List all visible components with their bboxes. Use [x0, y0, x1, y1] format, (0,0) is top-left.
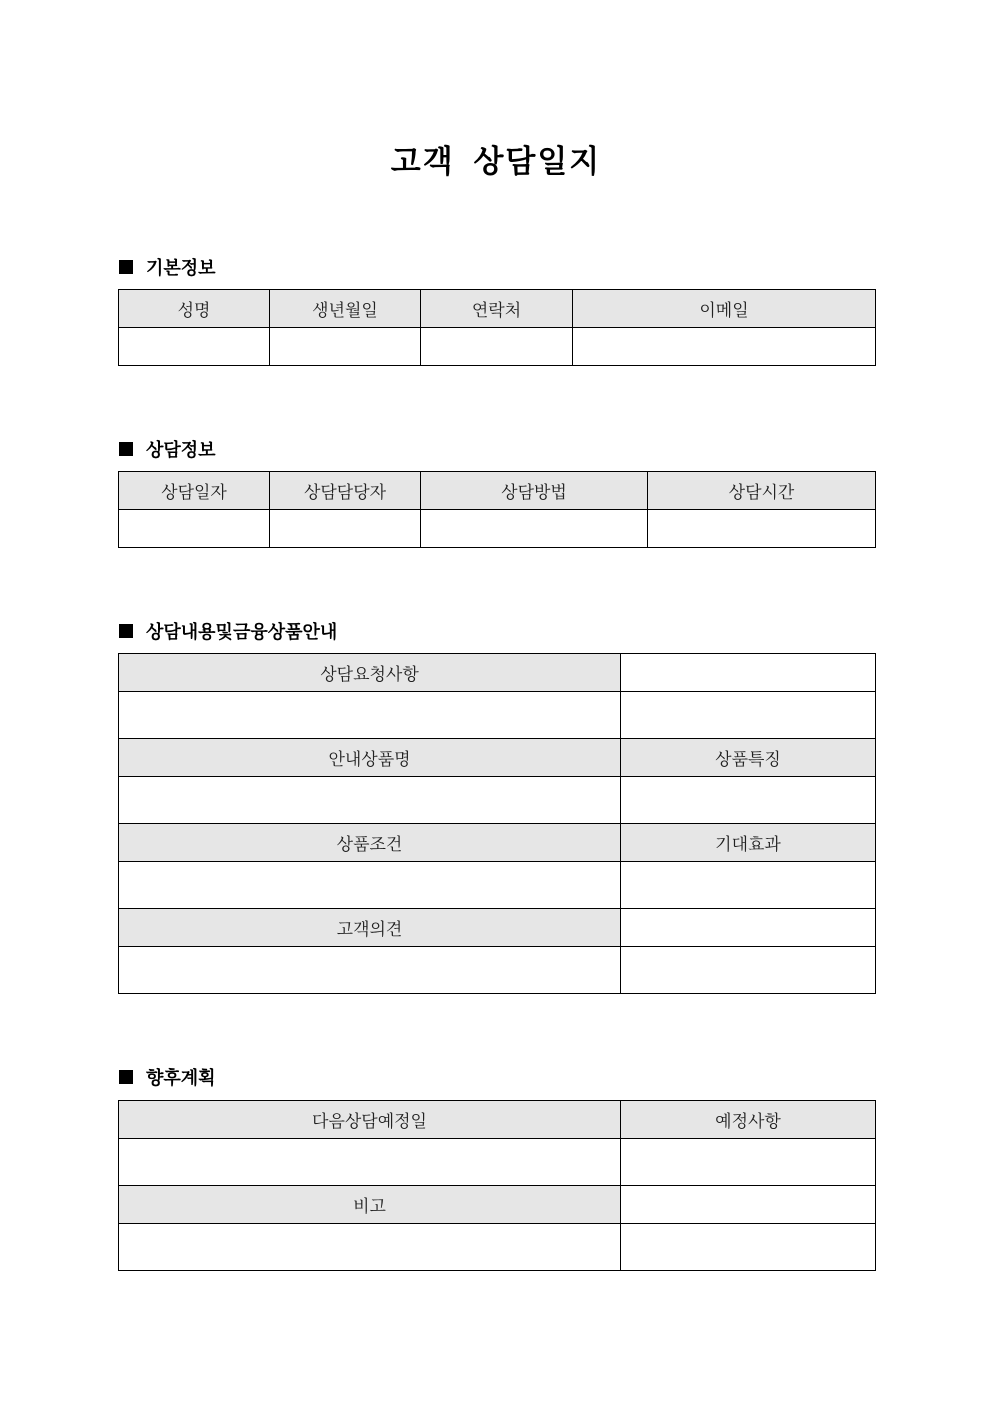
section-title: 상담내용및금융상품안내 [146, 622, 338, 643]
product-features-field[interactable] [621, 777, 876, 824]
table-row [119, 862, 876, 909]
header-product-name: 안내상품명 [119, 739, 621, 777]
header-birthdate: 생년월일 [270, 290, 421, 328]
square-bullet-icon [119, 624, 133, 638]
consultant-field[interactable] [270, 510, 421, 548]
basic-info-table [118, 289, 876, 366]
table-header-row [119, 472, 876, 510]
section-title: 상담정보 [146, 440, 216, 461]
section-heading-consult [119, 436, 216, 462]
table-row [119, 947, 876, 994]
square-bullet-icon [119, 1070, 133, 1084]
name-field[interactable] [119, 328, 270, 366]
table-row [119, 510, 876, 548]
table-row [119, 328, 876, 366]
consult-info-table [118, 471, 876, 548]
section-title: 향후계획 [146, 1068, 216, 1089]
header-consult-method: 상담방법 [421, 472, 648, 510]
remarks-side-field[interactable] [621, 1186, 876, 1224]
header-remarks: 비고 [119, 1186, 621, 1224]
next-consult-date-field[interactable] [119, 1139, 621, 1186]
request-side-field[interactable] [621, 654, 876, 692]
square-bullet-icon [119, 260, 133, 274]
request-extra-field[interactable] [621, 692, 876, 739]
header-contact: 연락처 [421, 290, 573, 328]
section-heading-plan [119, 1064, 216, 1090]
remarks-extra-field[interactable] [621, 1224, 876, 1271]
plan-table [118, 1100, 876, 1271]
header-planned-items: 예정사항 [621, 1101, 876, 1139]
header-product-terms: 상품조건 [119, 824, 621, 862]
table-header-row [119, 909, 876, 947]
table-header-row [119, 1101, 876, 1139]
request-field[interactable] [119, 692, 621, 739]
planned-items-field[interactable] [621, 1139, 876, 1186]
table-header-row [119, 654, 876, 692]
email-field[interactable] [573, 328, 876, 366]
header-next-consult-date: 다음상담예정일 [119, 1101, 621, 1139]
header-product-features: 상품특징 [621, 739, 876, 777]
consult-method-field[interactable] [421, 510, 648, 548]
remarks-field[interactable] [119, 1224, 621, 1271]
section-title: 기본정보 [146, 258, 216, 279]
product-name-field[interactable] [119, 777, 621, 824]
section-heading-content [119, 618, 337, 644]
section-heading-basic [119, 254, 216, 280]
table-row [119, 692, 876, 739]
consult-time-field[interactable] [648, 510, 876, 548]
header-customer-opinion: 고객의견 [119, 909, 621, 947]
header-name: 성명 [119, 290, 270, 328]
birthdate-field[interactable] [270, 328, 421, 366]
table-row [119, 1224, 876, 1271]
consult-date-field[interactable] [119, 510, 270, 548]
header-expected-effect: 기대효과 [621, 824, 876, 862]
table-header-row [119, 1186, 876, 1224]
page-title: 고객 상담일지 [390, 144, 602, 180]
opinion-side-field[interactable] [621, 909, 876, 947]
table-row [119, 777, 876, 824]
table-header-row [119, 824, 876, 862]
contact-field[interactable] [421, 328, 573, 366]
square-bullet-icon [119, 442, 133, 456]
customer-opinion-field[interactable] [119, 947, 621, 994]
header-consult-time: 상담시간 [648, 472, 876, 510]
header-consultant: 상담담당자 [270, 472, 421, 510]
product-terms-field[interactable] [119, 862, 621, 909]
opinion-extra-field[interactable] [621, 947, 876, 994]
header-request: 상담요청사항 [119, 654, 621, 692]
table-header-row [119, 739, 876, 777]
table-row [119, 1139, 876, 1186]
expected-effect-field[interactable] [621, 862, 876, 909]
header-consult-date: 상담일자 [119, 472, 270, 510]
table-header-row [119, 290, 876, 328]
header-email: 이메일 [573, 290, 876, 328]
content-table [118, 653, 876, 994]
